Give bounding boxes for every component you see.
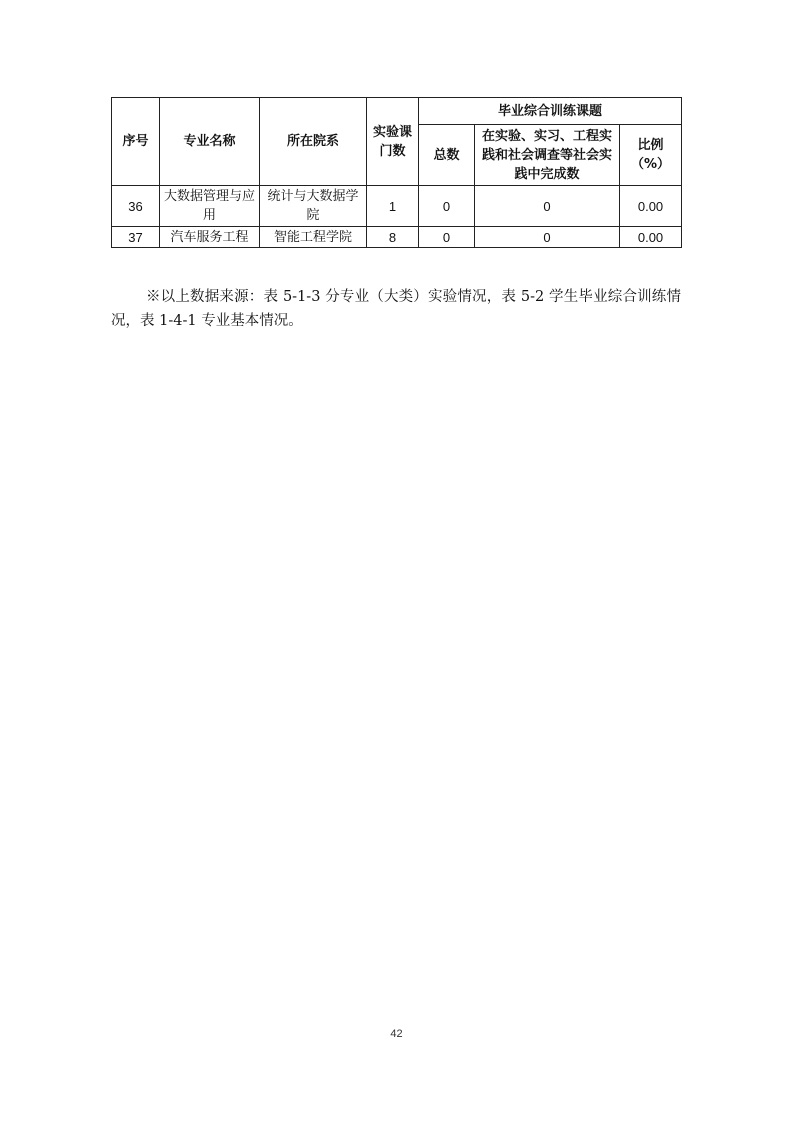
data-table	[111, 97, 682, 248]
cell-major-name: 汽车服务工程	[160, 227, 260, 248]
cell-department: 智能工程学院	[260, 227, 367, 248]
cell-seq: 37	[112, 227, 160, 248]
header-seq: 序号	[112, 98, 160, 186]
cell-completed-practice: 0	[475, 186, 620, 227]
table-row	[112, 227, 682, 248]
table-row	[112, 186, 682, 227]
header-major-name: 专业名称	[160, 98, 260, 186]
cell-total: 0	[419, 227, 475, 248]
header-grad-training: 毕业综合训练课题	[419, 98, 682, 125]
header-total: 总数	[419, 125, 475, 186]
cell-exp-courses: 1	[367, 186, 419, 227]
cell-department: 统计与大数据学院	[260, 186, 367, 227]
data-source-note: ※以上数据来源：表 5-1-3 分专业（大类）实验情况，表 5-2 学生毕业综合训练情况，表 1-4-1 专业基本情况。	[111, 288, 681, 329]
cell-exp-courses: 8	[367, 227, 419, 248]
cell-total: 0	[419, 186, 475, 227]
cell-completed-practice: 0	[475, 227, 620, 248]
cell-ratio: 0.00	[620, 227, 682, 248]
header-department: 所在院系	[260, 98, 367, 186]
table-header-row	[112, 98, 682, 125]
cell-ratio: 0.00	[620, 186, 682, 227]
cell-major-name: 大数据管理与应用	[160, 186, 260, 227]
header-exp-courses: 实验课门数	[367, 98, 419, 186]
page-number: 42	[390, 1028, 403, 1040]
header-ratio: 比例（%）	[620, 125, 682, 186]
cell-seq: 36	[112, 186, 160, 227]
header-completed-practice: 在实验、实习、工程实践和社会调查等社会实践中完成数	[475, 125, 620, 186]
